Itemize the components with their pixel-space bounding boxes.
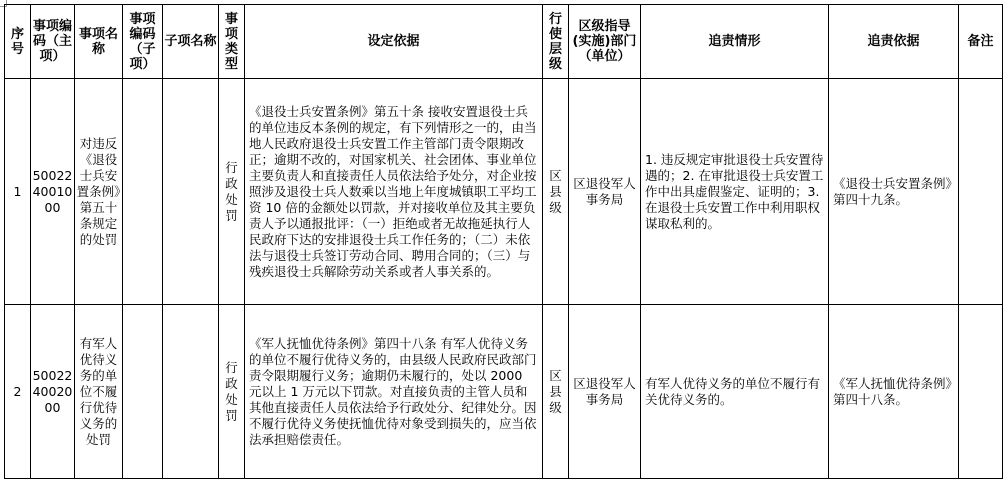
row-level-cell: [543, 79, 569, 305]
row-note: [959, 305, 1003, 479]
row-type-cell: [219, 305, 245, 479]
row-level: 区县级: [549, 167, 562, 215]
row-dept: 区退役军人事务局: [569, 305, 641, 479]
row-code-main: 500224001000: [31, 79, 75, 305]
row-name: 对违反《退役士兵安置条例》第五十条规定的处罚: [75, 79, 123, 305]
row-dept: 区退役军人事务局: [569, 79, 641, 305]
row-seq: 2: [5, 305, 31, 479]
row-type-cell: [219, 79, 245, 305]
row-type: 行政处罚: [225, 159, 238, 223]
header-note: 备注: [959, 5, 1003, 79]
header-code-sub: 事项编码（子项）: [123, 5, 163, 79]
header-basis: 设定依据: [245, 5, 543, 79]
header-level: 行使层级: [543, 5, 569, 79]
row-basis: 《军人抚恤优待条例》第四十八条 有军人优待义务的单位不履行优待义务的，由县级人民政府民政部门责令限期履行义务；逾期仍未履行的，处以 2000 元以上 1 万元以下罚款。对直接负责的主管人员和其他直接责任人员依法给予行政处分、纪律处分。因不履行优待义务使抚恤优待对象受到损失的，应当依法承担赔偿责任。: [245, 305, 543, 479]
row-sub-name: [163, 79, 219, 305]
header-code-main: 事项编码（主项）: [31, 5, 75, 79]
row-name: 有军人优待义务的单位不履行优待义务的处罚: [75, 305, 123, 479]
row-code-sub: [123, 79, 163, 305]
row-type: 行政处罚: [225, 359, 238, 423]
table-row: [5, 305, 1003, 479]
row-pursue: 有军人优待义务的单位不履行有关优待义务的。: [641, 305, 829, 479]
header-dept: 区级指导(实施)部门（单位）: [569, 5, 641, 79]
table-row: [5, 79, 1003, 305]
row-level-cell: [543, 305, 569, 479]
row-note: [959, 79, 1003, 305]
header-pursue: 追责情形: [641, 5, 829, 79]
header-row: [5, 5, 1003, 79]
row-pursue-basis: 《退役士兵安置条例》第四十九条。: [829, 79, 959, 305]
header-name: 事项名称: [75, 5, 123, 79]
row-code-main: 500224002000: [31, 305, 75, 479]
header-pursue-basis: 追责依据: [829, 5, 959, 79]
row-level: 区县级: [549, 367, 562, 415]
row-code-sub: [123, 305, 163, 479]
row-seq: 1: [5, 79, 31, 305]
header-type: 事项类型: [219, 5, 245, 79]
accountability-table: [4, 4, 1003, 479]
row-pursue: 1. 违反规定审批退役士兵安置待遇的；2. 在审批退役士兵安置工作中出具虚假鉴定、证明的；3. 在退役士兵安置工作中利用职权谋取私利的。: [641, 79, 829, 305]
row-pursue-basis: 《军人抚恤优待条例》第四十八条。: [829, 305, 959, 479]
row-sub-name: [163, 305, 219, 479]
header-seq: 序号: [5, 5, 31, 79]
header-sub-name: 子项名称: [163, 5, 219, 79]
row-basis: 《退役士兵安置条例》第五十条 接收安置退役士兵的单位违反本条例的规定，有下列情形之一的，由当地人民政府退役士兵安置工作主管部门责令限期改正；逾期不改的，对国家机关、社会团体、事业单位主要负责人和直接责任人员依法给予处分，对企业按照涉及退役士兵人数乘以当地上年度城镇职工平均工资 10 倍的金额处以罚款，并对接收单位及其主要负责人予以通报批评：（一）拒绝或者无故拖延执行人民政府下达的安排退役士兵工作任务的；（二）未依法与退役士兵签订劳动合同、聘用合同的；（三）与残疾退役士兵解除劳动关系或者人事关系的。: [245, 79, 543, 305]
